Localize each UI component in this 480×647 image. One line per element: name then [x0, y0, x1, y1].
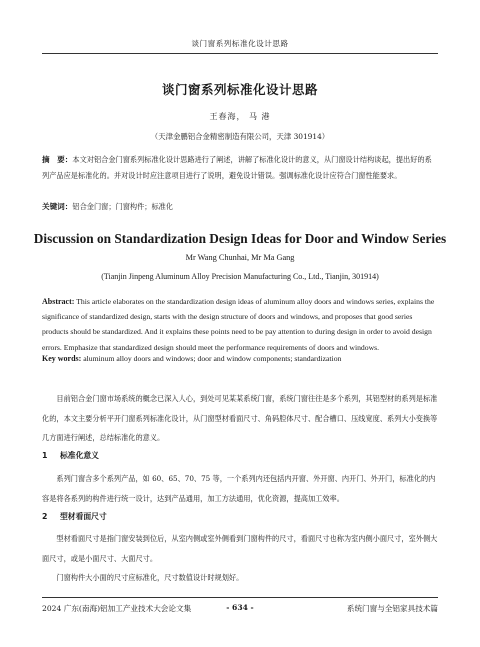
footer-rule [42, 597, 438, 598]
chinese-keywords [42, 199, 438, 215]
english-affiliation: (Tianjin Jinpeng Aluminum Alloy Precision Manufacturing Co., Ltd., Tianjin, 301914) [101, 272, 379, 281]
footer-proceedings: 2024 广东(南海)铝加工产业技术大会论文集 [42, 604, 192, 613]
chinese-abstract-label: 摘 要： [42, 155, 73, 164]
english-abstract-text: This article elaborates on the standardization design ideas of aluminum alloy doors and windows series, explains the significance of standardized design, starts with the design structure of doors and windows, and proposes that good series products should be standardized. And it explains these points need to be pay attention to during design in order to avoid design errors. Emphasize that standardized design should meet the performance requirements of doors and windows. [42, 297, 435, 352]
section-1-title: 标准化意义 [60, 451, 99, 460]
chinese-keywords-text: 铝合金门窗；门窗构件；标准化 [72, 202, 174, 211]
chinese-title: 谈门窗系列标准化设计思路 [161, 82, 318, 97]
english-keywords-label: Key words: [42, 354, 82, 363]
english-title: Discussion on Standardization Design Ideas for Door and Window Series [33, 231, 447, 246]
footer-section: 系统门窗与全铝家具技术篇 [346, 604, 438, 613]
english-authors: Mr Wang Chunhai, Mr Ma Gang [185, 253, 295, 262]
chinese-affiliation: （天津金鹏铝合金精密制造有限公司，天津 301914） [150, 132, 330, 141]
english-keywords [42, 351, 438, 366]
chinese-abstract [42, 152, 438, 183]
header-rule [42, 53, 438, 54]
section-2-number: 2 [42, 512, 48, 521]
chinese-abstract-text: 本文对铝合金门窗系列标准化设计思路进行了阐述，讲解了标准化设计的意义，从门窗设计结构谈起，提出好的系列产品应是标准化的。并对设计时应注意项目进行了说明，避免设计错误。强调标准化设计应符合门窗性能要求。 [42, 155, 432, 180]
section-1-number: 1 [42, 451, 48, 460]
running-header: 谈门窗系列标准化设计思路 [191, 39, 289, 48]
page-number: - 634 - [226, 603, 254, 612]
section-2-paragraph-1: 型材看面尺寸是指门窗安装到位后，从室内侧或室外侧看到门窗构件的尺寸，看面尺寸也称为室内侧小面尺寸，室外侧大面尺寸，或是小面尺寸、大面尺寸。 [42, 534, 438, 563]
section-2-body [42, 529, 438, 588]
english-keywords-text: aluminum alloy doors and windows; door and window components; standardization [83, 354, 342, 363]
intro-paragraph: 目前铝合金门窗市场系统的概念已深入人心，到处可见某某系统门窗，系统门窗往往是多个系列，其铝型材的系列是标准化的，本文主要分析平开门窗系列标准化设计，从门窗型材看面尺寸、角码腔体尺寸、配合槽口、压线宽度、系列大小变换等几方面进行阐述，总结标准化的意义。 [42, 394, 438, 442]
section-2-title: 型材看面尺寸 [60, 512, 107, 521]
section-1-body: 系列门窗含多个系列产品，如 60、65、70、75 等，一个系列内还包括内开窗、外开窗、内开门、外开门，标准化的内容是将各系列的构件进行统一设计，达到产品通用，加工方法通用，优化资源，提高加工效率。 [42, 474, 436, 503]
section-2-heading [42, 511, 107, 522]
english-abstract-label: Abstract: [42, 297, 75, 306]
english-abstract [42, 294, 438, 355]
chinese-authors: 王春海， 马 港 [209, 112, 271, 121]
section-2-paragraph-2: 门窗构件大小面的尺寸应标准化，尺寸数值设计时规划好。 [56, 573, 244, 582]
section-1-heading [42, 450, 99, 461]
chinese-keywords-label: 关键词： [42, 202, 73, 211]
